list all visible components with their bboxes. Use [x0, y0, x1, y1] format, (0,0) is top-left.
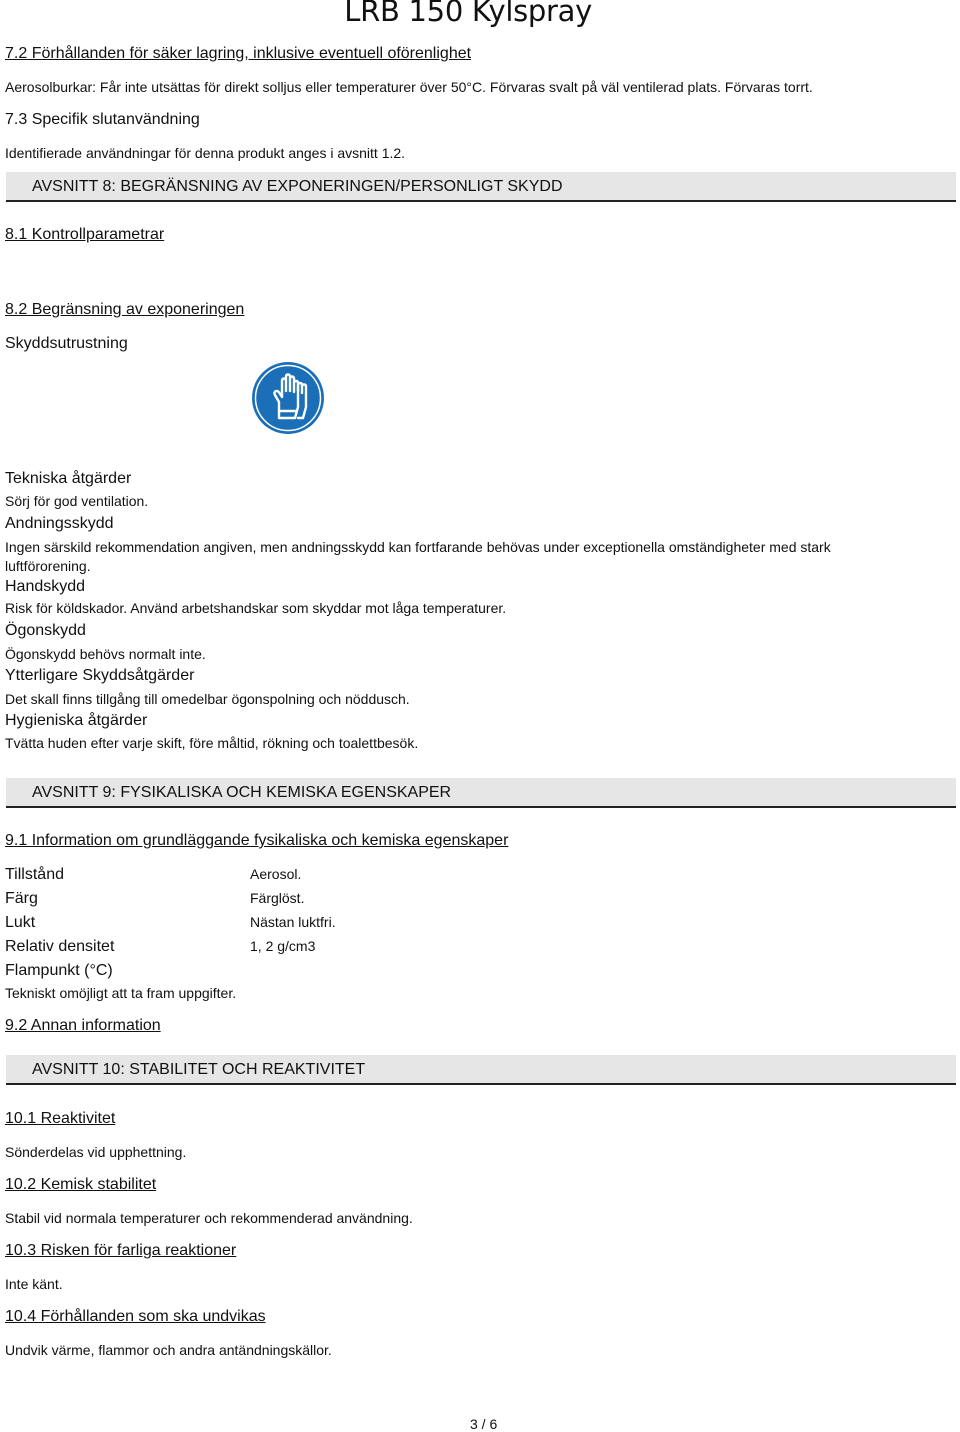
heading-10-3: 10.3 Risken för farliga reaktioner — [5, 1242, 237, 1259]
respiratory-text: Ingen särskild rekommendation angiven, men andningsskydd kan fortfarande behövas under exceptionella omständigheter med stark — [5, 539, 831, 555]
property-value-color: Färglöst. — [250, 890, 305, 906]
heading-10-2: 10.2 Kemisk stabilitet — [5, 1176, 157, 1193]
property-label-state: Tillstånd — [5, 866, 64, 883]
hand-protection-label: Handskydd — [5, 578, 86, 595]
heading-7-2: 7.2 Förhållanden för säker lagring, inklusive eventuell oförenlighet — [5, 45, 472, 62]
property-label-odor: Lukt — [5, 914, 36, 931]
property-value-density: 1, 2 g/cm3 — [250, 938, 316, 954]
eye-protection-text: Ögonskydd behövs normalt inte. — [5, 646, 206, 662]
respiratory-label: Andningsskydd — [5, 515, 114, 532]
heading-9-2: 9.2 Annan information — [5, 1017, 161, 1034]
hygiene-label: Hygieniska åtgärder — [5, 712, 148, 729]
heading-10-1: 10.1 Reaktivitet — [5, 1110, 116, 1127]
hygiene-text: Tvätta huden efter varje skift, före måltid, rökning och toalettbesök. — [5, 735, 419, 751]
text-7-3: Identifierade användningar för denna produkt anges i avsnitt 1.2. — [5, 145, 406, 161]
flash-point-label: Flampunkt (°C) — [5, 962, 113, 979]
property-label-color: Färg — [5, 890, 38, 907]
section-10-header — [6, 1055, 956, 1085]
page-number: 3 / 6 — [470, 1416, 498, 1432]
property-value-state: Aerosol. — [250, 866, 302, 882]
text-10-1: Sönderdelas vid upphettning. — [5, 1144, 187, 1160]
respiratory-text-cont: luftförorening. — [5, 558, 91, 574]
ppe-label: Skyddsutrustning — [5, 335, 128, 352]
text-10-4: Undvik värme, flammor och andra antändningskällor. — [5, 1342, 332, 1358]
text-10-3: Inte känt. — [5, 1276, 63, 1292]
document-title: LRB 150 Kylspray — [344, 0, 592, 28]
heading-8-1: 8.1 Kontrollparametrar — [5, 226, 165, 243]
section-9-title: AVSNITT 9: FYSIKALISKA OCH KEMISKA EGENSKAPER — [32, 784, 452, 801]
section-8-title: AVSNITT 8: BEGRÄNSNING AV EXPONERINGEN/PERSONLIGT SKYDD — [32, 178, 563, 195]
eye-protection-label: Ögonskydd — [5, 622, 86, 639]
section-9-header — [6, 778, 956, 808]
text-10-2: Stabil vid normala temperaturer och rekommenderad användning. — [5, 1210, 413, 1226]
additional-measures-label: Ytterligare Skyddsåtgärder — [5, 667, 195, 684]
property-label-density: Relativ densitet — [5, 938, 115, 955]
heading-10-4: 10.4 Förhållanden som ska undvikas — [5, 1308, 266, 1325]
heading-8-2: 8.2 Begränsning av exponeringen — [5, 301, 245, 318]
heading-9-1: 9.1 Information om grundläggande fysikaliska och kemiska egenskaper — [5, 832, 509, 849]
property-value-odor: Nästan luktfri. — [250, 914, 336, 930]
hand-protection-text: Risk för köldskador. Använd arbetshandskar som skyddar mot låga temperaturer. — [5, 600, 507, 616]
section-10-title: AVSNITT 10: STABILITET OCH REAKTIVITET — [32, 1061, 366, 1078]
additional-measures-text: Det skall finns tillgång till omedelbar ögonspolning och nöddusch. — [5, 691, 410, 707]
technical-measures-text: Sörj för god ventilation. — [5, 493, 149, 509]
text-7-2: Aerosolburkar: Får inte utsättas för direkt solljus eller temperaturer över 50°C. Förvaras svalt på väl ventilerad plats. Förvaras torrt. — [5, 79, 813, 95]
section-8-header — [6, 172, 956, 202]
heading-7-3: 7.3 Specifik slutanvändning — [5, 111, 200, 128]
protective-gloves-icon — [251, 361, 325, 435]
flash-point-text: Tekniskt omöjligt att ta fram uppgifter. — [5, 985, 237, 1001]
technical-measures-label: Tekniska åtgärder — [5, 470, 132, 487]
